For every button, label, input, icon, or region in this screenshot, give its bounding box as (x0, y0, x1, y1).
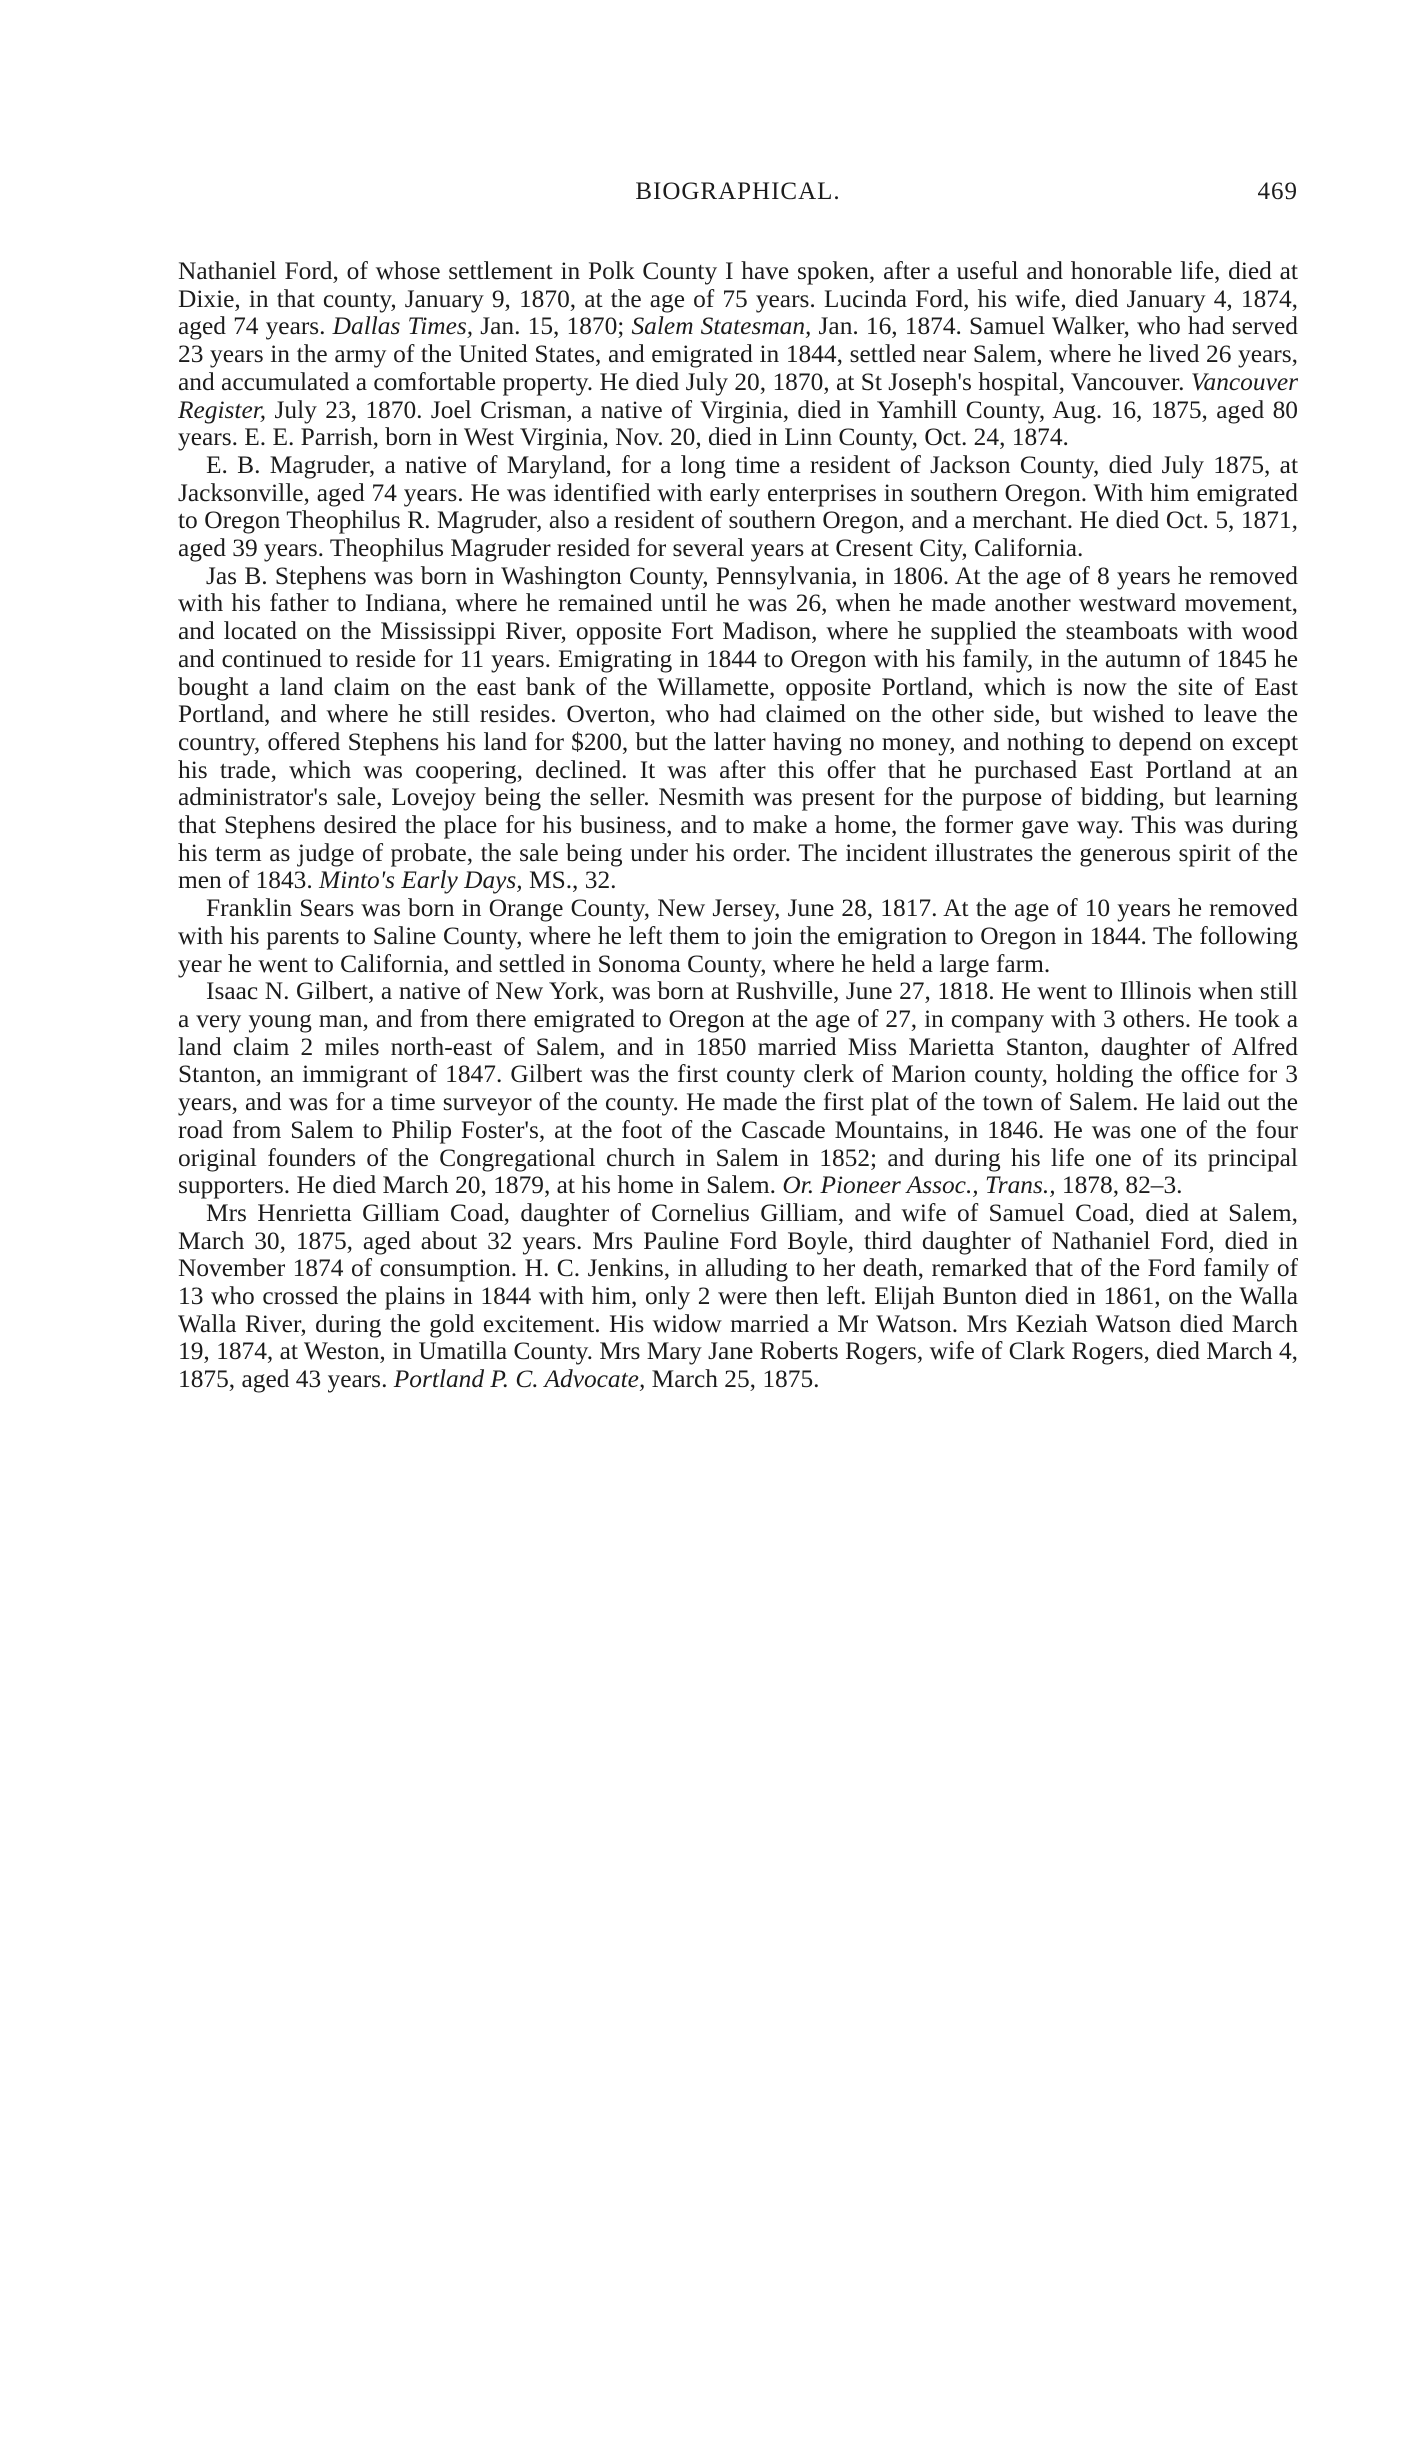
paragraph-text: MS., 32. (522, 866, 617, 895)
citation-text: Vancouver Register, (178, 367, 1298, 424)
paragraph (178, 258, 1298, 452)
paragraph-text: Jan. 16, 1874. Samuel Walker, who had served 23 years in the army of the United States, and emigrated in 1844, settled near Salem, where he lived 26 years, and accumulated a comfortable property. He died July 20, 1870, at St Joseph's hospital, Vancouver. (178, 312, 1298, 396)
citation-text: Portland P. C. Advocate, (393, 1365, 646, 1394)
citation-text: Dallas Times, (332, 312, 474, 341)
citation-text: Salem Statesman, (631, 312, 812, 341)
paragraph (178, 895, 1298, 978)
paragraph-text: Isaac N. Gilbert, a native of New York, was born at Rushville, June 27, 1818. He went to Illinois when still a very young man, and from there emigrated to Oregon at the age of 27, in company with 3 others. He took a land claim 2 miles north-east of Salem, and in 1850 married Miss Marietta Stanton, daughter of Alfred Stanton, an immigrant of 1847. Gilbert was the first county clerk of Marion county, holding the office for 3 years, and was for a time surveyor of the county. He made the first plat of the town of Salem. He laid out the road from Salem to Philip Foster's, at the foot of the Cascade Mountains, in 1846. He was one of the four original founders of the Congregational church in Salem in 1852; and during his life one of its principal supporters. He died March 20, 1879, at his home in Salem. (178, 977, 1298, 1200)
paragraph-text: Mrs Henrietta Gilliam Coad, daughter of Cornelius Gilliam, and wife of Samuel Coad, died at Salem, March 30, 1875, aged about 32 years. Mrs Pauline Ford Boyle, third daughter of Nathaniel Ford, died in November 1874 of consumption. H. C. Jenkins, in alluding to her death, remarked that of the Ford family of 13 who crossed the plains in 1844 with him, only 2 were then left. Elijah Bunton died in 1861, on the Walla Walla River, during the gold excitement. His widow married a Mr Watson. Mrs Keziah Watson died March 19, 1874, at Weston, in Umatilla County. Mrs Mary Jane Roberts Rogers, wife of Clark Rogers, died March 4, 1875, aged 43 years. (178, 1198, 1298, 1394)
paragraph-text: Franklin Sears was born in Orange County, New Jersey, June 28, 1817. At the age of 10 years he removed with his parents to Saline County, where he left them to join the emigration to Oregon in 1844. The following year he went to California, and settled in Sonoma County, where he held a large farm. (178, 894, 1298, 978)
paragraph-text: Nathaniel Ford, of whose settlement in Polk County I have spoken, after a useful and honorable life, died at Dixie, in that county, January 9, 1870, at the age of 75 years. Lucinda Ford, his wife, died January 4, 1874, aged 74 years. (178, 257, 1298, 341)
citation-text: Minto's Early Days, (319, 866, 523, 895)
paragraph-text: Jas B. Stephens was born in Washington County, Pennsylvania, in 1806. At the age of 8 years he removed with his father to Indiana, where he remained until he was 26, when he made another westward movement, and located on the Mississippi River, opposite Fort Madison, where he supplied the steamboats with wood and continued to reside for 11 years. Emigrating in 1844 to Oregon with his family, in the autumn of 1845 he bought a land claim on the east bank of the Willamette, opposite Portland, which is now the site of East Portland, and where he still resides. Overton, who had claimed on the other side, but wished to leave the country, offered Stephens his land for $200, but the latter having no money, and nothing to depend on except his trade, which was coopering, declined. It was after this offer that he purchased East Portland at an administrator's sale, Lovejoy being the seller. Nesmith was present for the purpose of bidding, but learning that Stephens desired the place for his business, and to make a home, the former gave way. This was during his term as judge of probate, the sale being under his order. The incident illustrates the generous spirit of the men of 1843. (178, 561, 1298, 895)
running-title: BIOGRAPHICAL. (635, 178, 841, 205)
paragraph (178, 563, 1298, 895)
paragraph (178, 978, 1298, 1200)
paragraph (178, 1200, 1298, 1394)
running-head (178, 178, 1298, 212)
paragraph-text: July 23, 1870. Joel Crisman, a native of Virginia, died in Yamhill County, Aug. 16, 1875, aged 80 years. E. E. Parrish, born in West Virginia, Nov. 20, died in Linn County, Oct. 24, 1874. (178, 395, 1298, 452)
paragraph-text: 1878, 82–3. (1055, 1171, 1183, 1200)
page-number: 469 (1257, 178, 1298, 205)
citation-text: Or. Pioneer Assoc., Trans., (782, 1171, 1056, 1200)
body-text (178, 258, 1298, 1394)
paragraph-text: E. B. Magruder, a native of Maryland, for a long time a resident of Jackson County, died July 1875, at Jacksonville, aged 74 years. He was identified with early enterprises in southern Oregon. With him emigrated to Oregon Theophilus R. Magruder, also a resident of southern Oregon, and a merchant. He died Oct. 5, 1871, aged 39 years. Theophilus Magruder resided for several years at Cresent City, California. (178, 450, 1298, 563)
paragraph-text: March 25, 1875. (645, 1365, 820, 1394)
paragraph (178, 452, 1298, 563)
paragraph-text: Jan. 15, 1870; (473, 312, 632, 341)
